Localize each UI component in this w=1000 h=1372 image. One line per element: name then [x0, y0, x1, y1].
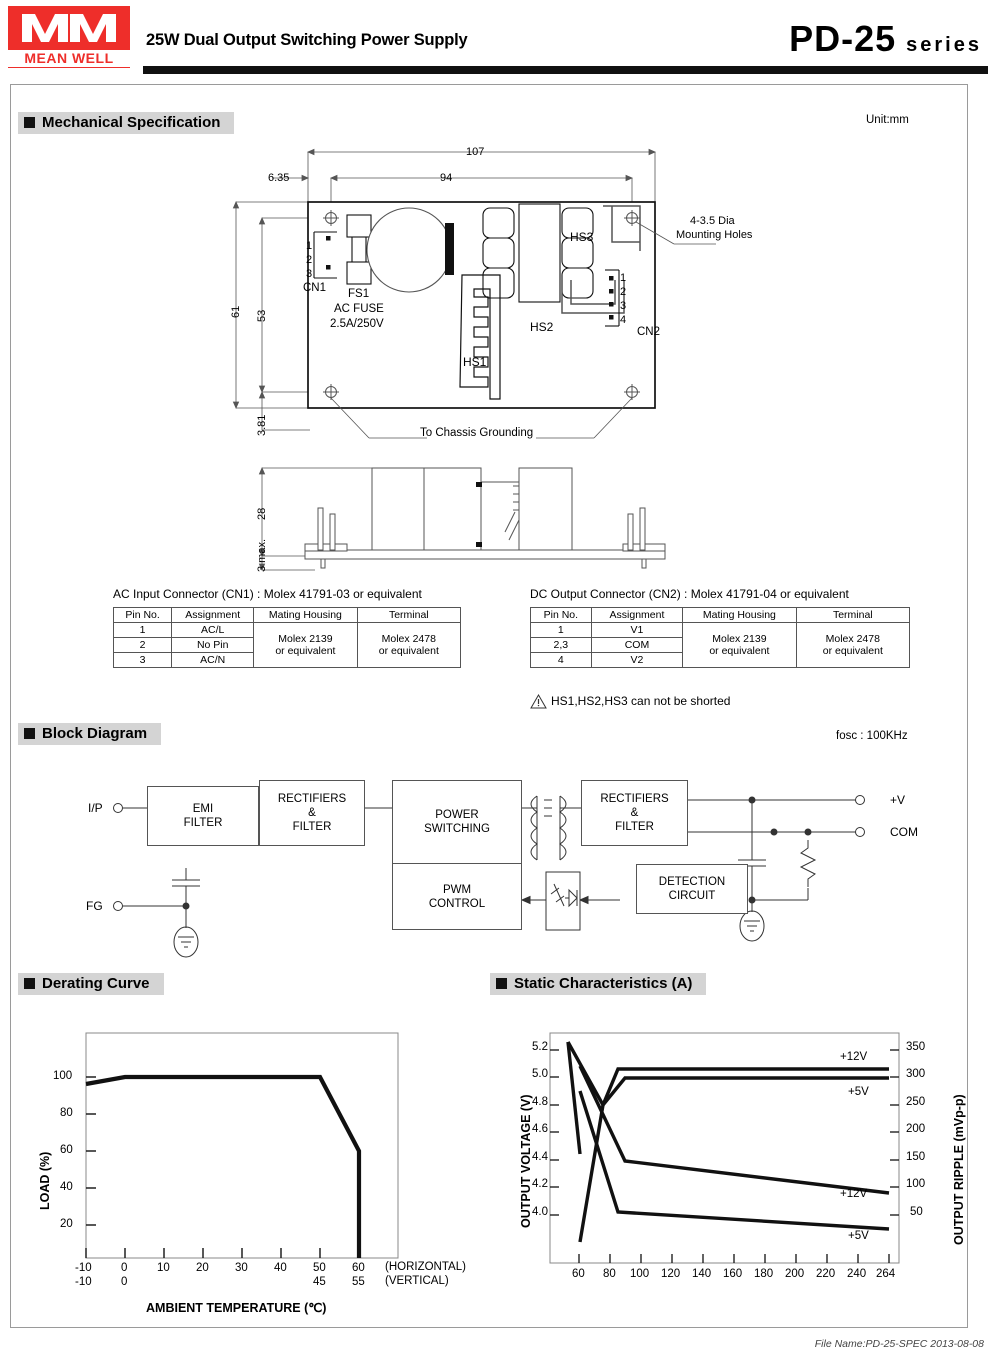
static-label-5v-ripple: +5V [848, 1230, 869, 1242]
derating-ylabel: LOAD (%) [38, 1151, 52, 1210]
static-y2tick-300: 300 [906, 1068, 926, 1080]
dc-housing-line2: or equivalent [709, 645, 770, 657]
cn2-pin-3: 3 [620, 300, 627, 312]
derating-ytick-60: 60 [60, 1144, 73, 1156]
static-ytick-4.8: 4.8 [532, 1096, 548, 1108]
output-com-label: COM [890, 825, 918, 839]
section-heading-static [490, 973, 706, 995]
power-line-0: POWER [435, 809, 479, 821]
static-label-12v-voltage: +12V [840, 1051, 868, 1063]
static-ytick-5.0: 5.0 [532, 1068, 548, 1080]
ac-th-housing: Mating Housing [254, 608, 357, 623]
static-xtick-180: 180 [754, 1268, 774, 1280]
dc-assign-3: V2 [591, 653, 683, 668]
static-ytick-5.2: 5.2 [532, 1041, 548, 1053]
block-detection-circuit [636, 864, 748, 914]
footer-filename: File Name:PD-25-SPEC 2013-08-08 [814, 1338, 984, 1350]
hs3-label: HS3 [570, 230, 594, 244]
dim-total-height: 61 [230, 305, 242, 318]
cn1-label: CN1 [303, 282, 327, 294]
static-heading-label: Static Characteristics (A) [514, 975, 693, 992]
static-xtick-100: 100 [630, 1268, 650, 1280]
mechanical-top-view-drawing [200, 140, 720, 460]
ac-assign-2: No Pin [172, 638, 254, 653]
ac-pin-1: 1 [114, 623, 172, 638]
mounting-holes-line1: 4-3.5 Dia [690, 215, 735, 227]
static-xtick-200: 200 [785, 1268, 805, 1280]
pwm-line-1: CONTROL [428, 897, 486, 910]
derating-xlabel: AMBIENT TEMPERATURE (℃) [146, 1301, 327, 1315]
cn2-pin-4: 4 [620, 314, 627, 326]
derating-xtick-v-7: 55 [352, 1276, 365, 1288]
hs1-label: HS1 [463, 355, 487, 369]
derating-xtick-h-6: 50 [313, 1262, 326, 1274]
block-diagram-heading-label: Block Diagram [42, 725, 148, 742]
ac-assign-1: AC/L [172, 623, 254, 638]
unit-note: Unit:mm [866, 114, 909, 126]
dim-hole-span-width: 94 [440, 172, 453, 184]
section-heading-derating [18, 973, 164, 995]
ac-pin-2: 2 [114, 638, 172, 653]
dc-terminal-line2: or equivalent [822, 645, 883, 657]
derating-xtick-h-0: -10 [75, 1262, 92, 1274]
cn1-pin-1: 1 [306, 240, 313, 252]
cn2-pin-1: 1 [620, 272, 627, 284]
static-y2tick-350: 350 [906, 1041, 926, 1053]
mw-logo-mark [8, 8, 130, 48]
rect1-line-0: RECTIFIERS [277, 793, 347, 805]
pwm-line-0: PWM [442, 883, 472, 896]
static-xtick-120: 120 [661, 1268, 681, 1280]
dc-assign-1: V1 [591, 623, 683, 638]
table-row [114, 623, 461, 638]
static-xtick-140: 140 [692, 1268, 712, 1280]
block-rectifiers-filter-primary [259, 780, 365, 846]
heatsink-warning-label: HS1,HS2,HS3 can not be shorted [551, 694, 731, 708]
bullet-square-icon [24, 117, 35, 128]
block-emi-filter [147, 786, 259, 846]
dim-profile-height: 28 [256, 507, 268, 520]
dim-bottom-offset: 3.81 [256, 414, 268, 436]
static-xtick-264: 264 [876, 1268, 896, 1280]
derating-xtick-h-4: 30 [235, 1262, 248, 1274]
dim-edge-offset: 6.35 [268, 172, 290, 184]
ac-assign-3: AC/N [172, 653, 254, 668]
table-header-row [114, 608, 461, 623]
dc-pin-1: 1 [531, 623, 592, 638]
derating-xtick-v-6: 45 [313, 1276, 326, 1288]
fuse-type-label: AC FUSE [334, 303, 384, 315]
dc-housing-line1: Molex 2139 [712, 633, 767, 645]
dc-th-assign: Assignment [591, 608, 683, 623]
static-ytick-4.6: 4.6 [532, 1123, 548, 1135]
block-rectifiers-filter-secondary [581, 780, 688, 846]
derating-plot [0, 1020, 480, 1340]
mechanical-side-view-drawing [200, 446, 720, 576]
dc-th-terminal: Terminal [796, 608, 909, 623]
derating-ytick-80: 80 [60, 1107, 73, 1119]
bullet-square-icon [496, 978, 507, 989]
static-y2label: OUTPUT RIPPLE (mVp-p) [952, 1094, 966, 1245]
derating-ytick-20: 20 [60, 1218, 73, 1230]
rect2-line-0: RECTIFIERS [600, 793, 669, 805]
rect2-line-2: FILTER [615, 821, 654, 833]
ac-th-pin: Pin No. [114, 608, 172, 623]
detect-line-0: DETECTION [658, 876, 726, 888]
ac-terminal-line2: or equivalent [378, 645, 439, 657]
emi-line-1: FILTER [183, 817, 223, 829]
page-title: 25W Dual Output Switching Power Supply [146, 31, 468, 49]
dc-terminal-cell [796, 623, 909, 668]
derating-xtick-h-1: 0 [121, 1262, 128, 1274]
dc-pin-3: 4 [531, 653, 592, 668]
dc-connector-table [530, 607, 910, 668]
series-word: series [906, 34, 982, 56]
hs2-label: HS2 [530, 320, 554, 334]
derating-xtick-h-3: 20 [196, 1262, 209, 1274]
ac-housing-line1: Molex 2139 [278, 633, 333, 645]
block-pwm-control [392, 864, 522, 930]
dc-pin-2: 2,3 [531, 638, 592, 653]
bullet-square-icon [24, 978, 35, 989]
detect-line-1: CIRCUIT [668, 890, 716, 902]
derating-xtick-v-1: 0 [121, 1276, 128, 1288]
dc-terminal-line1: Molex 2478 [825, 633, 880, 645]
static-label-12v-ripple: +12V [840, 1188, 868, 1200]
ac-connector-title: AC Input Connector (CN1) : Molex 41791-03 or equivalent [113, 587, 422, 601]
power-line-1: SWITCHING [424, 823, 490, 835]
derating-note-vertical: (VERTICAL) [385, 1275, 449, 1287]
cn2-pin-2: 2 [620, 286, 627, 298]
dim-pin-length: 3 max. [256, 538, 268, 572]
ac-terminal-cell [357, 623, 460, 668]
dc-th-pin: Pin No. [531, 608, 592, 623]
series-model: PD-25 [789, 18, 897, 59]
dim-total-width: 107 [466, 146, 485, 158]
static-y2tick-250: 250 [906, 1096, 926, 1108]
static-y2tick-200: 200 [906, 1123, 926, 1135]
ac-th-assign: Assignment [172, 608, 254, 623]
static-xtick-160: 160 [723, 1268, 743, 1280]
series-badge [789, 18, 982, 60]
cn1-pin-2: 2 [306, 254, 313, 266]
static-ytick-4.4: 4.4 [532, 1151, 548, 1163]
fg-terminal-label: FG [86, 899, 103, 913]
rect2-line-1: & [630, 807, 639, 819]
table-header-row [531, 608, 910, 623]
emi-line-0: EMI [192, 803, 214, 815]
derating-ytick-100: 100 [53, 1070, 73, 1082]
static-xtick-220: 220 [816, 1268, 836, 1280]
derating-chart [0, 1020, 480, 1340]
derating-xtick-v-0: -10 [75, 1276, 92, 1288]
static-xtick-240: 240 [847, 1268, 867, 1280]
ac-pin-3: 3 [114, 653, 172, 668]
heatsink-warning [530, 694, 730, 709]
warning-triangle-icon [530, 694, 547, 709]
rect1-line-1: & [308, 807, 316, 819]
ac-terminal-line1: Molex 2478 [381, 633, 436, 645]
derating-xtick-h-2: 10 [157, 1262, 170, 1274]
block-power-switching [392, 780, 522, 864]
meanwell-logo [8, 6, 130, 68]
derating-heading-label: Derating Curve [42, 975, 150, 992]
section-heading-block-diagram [18, 723, 161, 745]
fs1-label: FS1 [348, 288, 370, 300]
cn1-pin-3: 3 [306, 268, 313, 280]
static-xtick-80: 80 [603, 1268, 616, 1280]
page-header [0, 0, 1000, 78]
static-label-5v-voltage: +5V [848, 1086, 869, 1098]
ac-th-terminal: Terminal [357, 608, 460, 623]
cn2-label: CN2 [637, 326, 661, 338]
header-rule [143, 66, 988, 74]
dc-connector-title: DC Output Connector (CN2) : Molex 41791-04 or equivalent [530, 587, 849, 601]
table-row [531, 623, 910, 638]
static-ytick-4.0: 4.0 [532, 1206, 548, 1218]
bullet-square-icon [24, 728, 35, 739]
ac-housing-line2: or equivalent [275, 645, 336, 657]
fuse-rating-label: 2.5A/250V [330, 318, 384, 330]
section-heading-mechanical [18, 112, 234, 134]
derating-xtick-h-5: 40 [274, 1262, 287, 1274]
ac-housing-cell [254, 623, 357, 668]
dim-hole-span-height: 53 [256, 309, 268, 322]
rect1-line-2: FILTER [292, 821, 332, 833]
static-y2tick-100: 100 [906, 1178, 926, 1190]
static-xtick-60: 60 [572, 1268, 585, 1280]
dc-th-housing: Mating Housing [683, 608, 796, 623]
input-terminal-label: I/P [88, 801, 103, 815]
mounting-holes-line2: Mounting Holes [676, 229, 753, 241]
mechanical-heading-label: Mechanical Specification [42, 114, 221, 131]
static-y2tick-50: 50 [910, 1206, 923, 1218]
dc-housing-cell [683, 623, 796, 668]
derating-ytick-40: 40 [60, 1181, 73, 1193]
static-ytick-4.2: 4.2 [532, 1178, 548, 1190]
dc-assign-2: COM [591, 638, 683, 653]
derating-xtick-h-7: 60 [352, 1262, 365, 1274]
brand-name: MEAN WELL [8, 50, 130, 67]
chassis-grounding-label: To Chassis Grounding [420, 427, 534, 439]
ac-connector-table [113, 607, 461, 668]
fosc-note: fosc : 100KHz [836, 730, 908, 742]
static-ylabel: OUTPUT VOLTAGE (V) [519, 1094, 533, 1228]
output-positive-label: +V [890, 793, 906, 807]
derating-note-horizontal: (HORIZONTAL) [385, 1261, 466, 1273]
static-y2tick-150: 150 [906, 1151, 926, 1163]
